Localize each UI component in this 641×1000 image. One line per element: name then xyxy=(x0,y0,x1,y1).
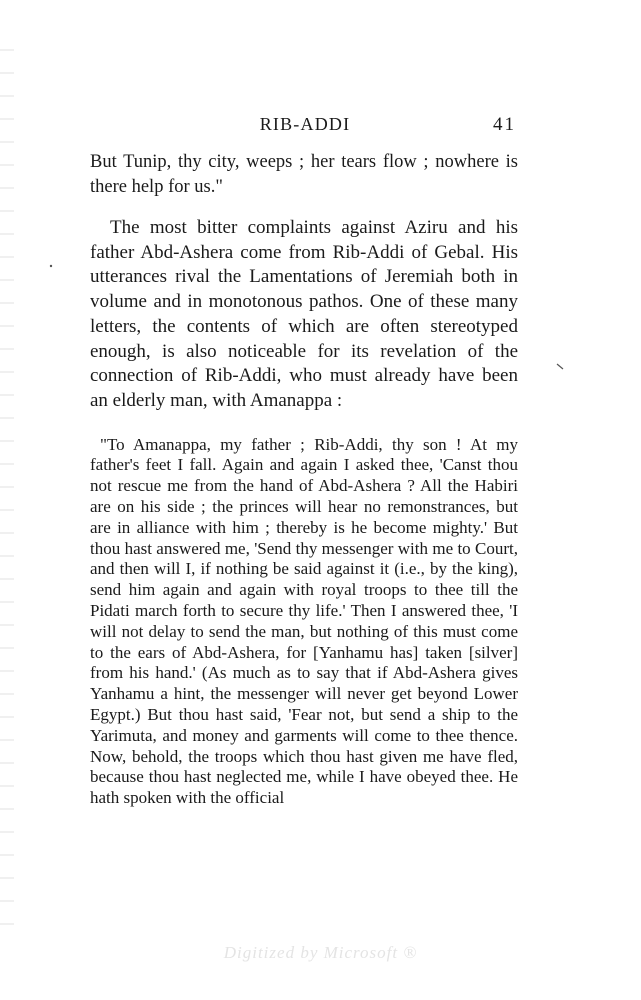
ink-speck xyxy=(557,364,563,369)
binding-gutter-shadow xyxy=(0,40,14,940)
body-paragraph: The most bitter complaints against Aziru and his father Abd-Ashera come from Rib-Addi of Gebal. His utterances rival the Lamentations of Jeremiah both in volume and in monotonous pathos. One of these many letters, the contents of which are often stereotyped enough, is also noticeable for its revelation of the connection of Rib-Addi, who must already have been an elderly man, with Amanappa : xyxy=(90,217,518,411)
page-header xyxy=(90,114,520,140)
running-head: RIB-ADDI xyxy=(259,114,351,134)
digitization-watermark: Digitized by Microsoft ® xyxy=(223,943,418,962)
quoted-letter: "To Amanappa, my father ; Rib-Addi, thy son ! At my father's feet I fall. Again and again I asked thee, 'Canst thou not rescue me from the hand of Abd-Ashera ? All the Habiri are on his side ; the princes will hear no remonstrances, but are in alliance with him ; thereby is he become mighty.' But thou hast answered me, 'Send thy messenger with me to Court, and then will I, if nothing be said against it (i.e., by the king), send him again and again with royal troops to thee till the Pidati march forth to secure thy life.' Then I answered thee, 'I will not delay to send the man, but nothing of this must come to the ears of Abd-Ashera, for [Yanhamu has] taken [silver] from his hand.' (As much as to say that if Abd-Ashera gives Yanhamu a hint, the messenger will never get beyond Lower Egypt.) But thou hast said, 'Fear not, but send a ship to the Yarimuta, and money and garments will come to thee thence. Now, behold, the troops which thou hast given me have fled, because thou hast neglected me, while I have obeyed thee. He hath spoken with the official xyxy=(90,434,518,808)
ink-speck xyxy=(50,265,52,267)
continuation-paragraph: But Tunip, thy city, weeps ; her tears flow ; nowhere is there help for us." xyxy=(90,152,518,197)
page-number: 41 xyxy=(493,114,516,135)
page-body xyxy=(90,150,518,809)
